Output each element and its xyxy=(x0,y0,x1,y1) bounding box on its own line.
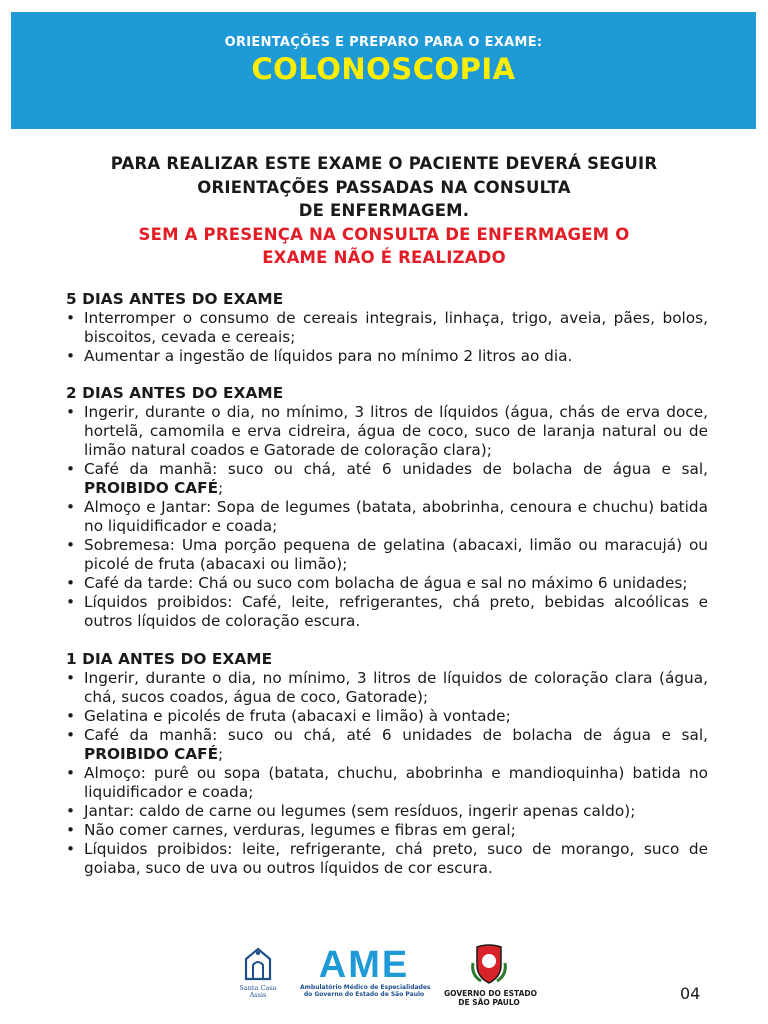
instruction-list xyxy=(66,669,708,878)
bullet-icon: • xyxy=(66,707,76,725)
sao-paulo-coat-of-arms-icon xyxy=(469,943,509,985)
list-item: • Café da tarde: Chá ou suco com bolacha de água e sal no máximo 6 unidades; xyxy=(66,574,688,592)
santa-casa-emblem-icon xyxy=(243,947,273,981)
list-item: • Café da manhã: suco ou chá, até 6 unidades de bolacha de água e sal, PROIBIDO CAFÉ; xyxy=(66,460,708,497)
list-item: • Interromper o consumo de cereais integrais, linhaça, trigo, aveia, pães, bolos, biscoitos, cevada e cereais; xyxy=(66,309,708,346)
list-item: • Ingerir, durante o dia, no mínimo, 3 litros de líquidos (água, chás de erva doce, hortelã, camomila e erva cidreira, água de coco, suco de laranja natural ou de limão natural coados e Gatorade de coloração clara); xyxy=(66,403,708,459)
bullet-icon: • xyxy=(66,498,76,516)
bullet-icon: • xyxy=(66,347,76,365)
santa-casa-logo: Santa Casa Assis xyxy=(238,947,278,999)
instruction-list xyxy=(66,309,708,366)
emphasis-text: PROIBIDO CAFÉ xyxy=(84,745,219,763)
section-heading: 2 DIAS ANTES DO EXAME xyxy=(66,384,284,402)
bullet-icon: • xyxy=(66,764,76,782)
section-2-days xyxy=(66,384,708,631)
bullet-icon: • xyxy=(66,669,76,687)
list-item: • Almoço: purê ou sopa (batata, chuchu, abobrinha e mandioquinha) batida no liquidificador e coada; xyxy=(66,764,708,801)
bullet-icon: • xyxy=(66,840,76,858)
section-5-days xyxy=(66,290,708,366)
list-item: • Sobremesa: Uma porção pequena de gelatina (abacaxi, limão ou maracujá) ou picolé de fruta (abacaxi ou limão); xyxy=(66,536,708,573)
section-heading: 1 DIA ANTES DO EXAME xyxy=(66,650,273,668)
ame-logo: AME Ambulatório Médico de Especialidades do Governo do Estado de São Paulo xyxy=(300,944,431,998)
bullet-icon: • xyxy=(66,460,76,478)
intro-line: DE ENFERMAGEM. xyxy=(298,201,470,220)
section-1-day xyxy=(66,650,708,878)
section-heading: 5 DIAS ANTES DO EXAME xyxy=(66,290,284,308)
footer xyxy=(0,940,768,1024)
intro-notice xyxy=(40,152,728,270)
header-band xyxy=(11,12,756,129)
header-subtitle: ORIENTAÇÕES E PREPARO PARA O EXAME: xyxy=(224,35,543,50)
bullet-icon: • xyxy=(66,726,76,744)
bullet-icon: • xyxy=(66,593,76,611)
page-title: COLONOSCOPIA xyxy=(251,52,516,86)
warning-line: EXAME NÃO É REALIZADO xyxy=(262,248,506,267)
intro-line: PARA REALIZAR ESTE EXAME O PACIENTE DEVERÁ SEGUIR xyxy=(110,154,658,173)
emphasis-text: PROIBIDO CAFÉ xyxy=(84,479,219,497)
list-item: • Café da manhã: suco ou chá, até 6 unidades de bolacha de água e sal, PROIBIDO CAFÉ; xyxy=(66,726,708,763)
list-item: • Gelatina e picolés de fruta (abacaxi e limão) à vontade; xyxy=(66,707,511,725)
warning-line: SEM A PRESENÇA NA CONSULTA DE ENFERMAGEM O xyxy=(138,224,630,244)
bullet-icon: • xyxy=(66,403,76,421)
list-item: • Não comer carnes, verduras, legumes e fibras em geral; xyxy=(66,821,516,839)
list-item: • Aumentar a ingestão de líquidos para no mínimo 2 litros ao dia. xyxy=(66,347,573,365)
list-item: • Líquidos proibidos: Café, leite, refrigerantes, chá preto, bebidas alcoólicas e outros líquidos de coloração escura. xyxy=(66,593,708,630)
page-number: 04 xyxy=(680,984,701,1003)
bullet-icon: • xyxy=(66,309,76,327)
instruction-list xyxy=(66,403,708,631)
governo-sp-logo: GOVERNO DO ESTADO DE SÃO PAULO xyxy=(444,943,534,1007)
bullet-icon: • xyxy=(66,802,76,820)
intro-line: ORIENTAÇÕES PASSADAS NA CONSULTA xyxy=(197,177,571,197)
bullet-icon: • xyxy=(66,821,76,839)
list-item: • Jantar: caldo de carne ou legumes (sem resíduos, ingerir apenas caldo); xyxy=(66,802,636,820)
list-item: • Almoço e Jantar: Sopa de legumes (batata, abobrinha, cenoura e chuchu) batida no liquidificador e coada; xyxy=(66,498,708,535)
bullet-icon: • xyxy=(66,536,76,554)
bullet-icon: • xyxy=(66,574,76,592)
list-item: • Ingerir, durante o dia, no mínimo, 3 litros de líquidos de coloração clara (água, chá, sucos coados, água de coco, Gatorade); xyxy=(66,669,708,706)
ame-wordmark: AME xyxy=(318,944,410,986)
list-item: • Líquidos proibidos: leite, refrigerante, chá preto, suco de morango, suco de goiaba, suco de uva ou outros líquidos de cor escura. xyxy=(66,840,708,877)
